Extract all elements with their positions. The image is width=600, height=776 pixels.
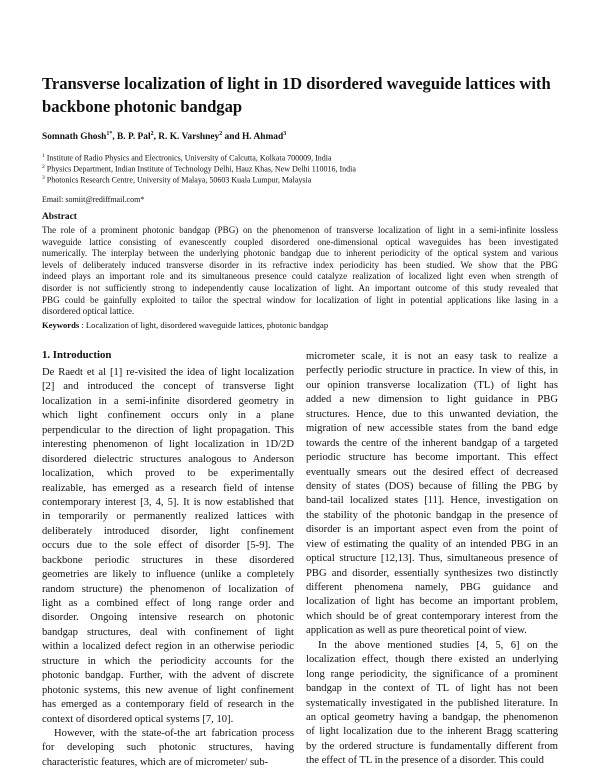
- text-line: waveguide lattice consisting of evanescently coupled disordered one-dimensional optical waveguides has been investigated: [42, 236, 558, 247]
- text-line: random structure) the phenomenon of localization of: [42, 583, 294, 595]
- text-line: periodic structure has become important. This effect: [306, 452, 558, 464]
- affiliation-text: Institute of Radio Physics and Electronics, University of Calcutta, Kolkata 700009, India: [46, 153, 332, 163]
- text-line: photonic systems, this new avenue of light confinement: [42, 684, 294, 696]
- text-line: deliberately introduced disorder, light confinement: [42, 525, 294, 537]
- text-line: has emerged as a contemporary field of research in the: [42, 699, 294, 711]
- text-line: However, with the state-of-the art fabrication process: [54, 727, 294, 739]
- abstract-heading: Abstract: [42, 212, 77, 222]
- text-line: of light localization due to the inherent Bragg scattering: [306, 726, 558, 738]
- text-line: indeed plays an important role and its simultaneous presence could catalyze realization of localized light even when strength of: [42, 271, 558, 282]
- text-line: light as a combined effect of long range order and: [42, 598, 294, 609]
- author-list: [42, 131, 286, 142]
- text-line: structures. Hence, due to this unwanted deviation, the: [306, 408, 558, 420]
- author-affiliation-mark: 3: [283, 131, 287, 137]
- text-line: numerically. The interplay between the underlying photonic bandgap due to inherent periodicity of the optical system and various: [42, 248, 558, 259]
- text-line: localization, which proved to be experimentally: [42, 468, 294, 480]
- text-line: systematically investigated in the published literature. In: [306, 697, 558, 709]
- text-line: towards the centre of the inherent bandgap of a targeted: [306, 437, 558, 449]
- text-line: disorder is not sufficiently strong to independently cause localization of light. An important outcome of this study revealed that: [42, 282, 558, 293]
- affiliation: [42, 153, 332, 163]
- section-heading: 1. Introduction: [42, 349, 112, 361]
- separator: ,: [112, 132, 118, 143]
- text-line: which light confinement occurs only in a plane: [42, 410, 294, 422]
- affiliation: [42, 164, 356, 174]
- text-line: photonic bandgap. Further, with the advent of discrete: [42, 670, 294, 682]
- text-line: backbone periodic structures in these disordered: [42, 554, 294, 566]
- author-affiliation-mark: 1*: [106, 131, 113, 137]
- paper-title: Transverse localization of light in 1D disordered waveguide lattices with backbone photonic bandgap: [42, 74, 551, 116]
- text-line: context of disordered optical systems [7, 10].: [42, 713, 234, 725]
- text-line: an optical geometry having a bandgap, the phenomenon: [306, 711, 558, 723]
- text-line: localization in a semi-infinite disordered geometry in: [42, 395, 294, 407]
- text-line: the effect of TL in the presence of a disorder. This could: [306, 755, 544, 767]
- abstract-body: [42, 225, 558, 318]
- separator: and: [222, 132, 243, 143]
- affiliation-mark: 3: [42, 175, 45, 181]
- text-line: levels of deliberately induced transverse disorder in its refractive index periodicity has been studied. We show that the PBG: [42, 259, 558, 270]
- text-line: different phenomena namely, PBG guidance and: [306, 582, 558, 593]
- text-line: PBG and disorder, essentially synthesizes two distinctly: [306, 567, 558, 579]
- text-line: localization effect, though there existed an underlying: [306, 654, 558, 666]
- text-line: in temporarily or permanently realized lattices with: [42, 511, 294, 523]
- text-line: eventually smears out the desired effect of decreased: [306, 466, 558, 478]
- text-line: characteristic features, which are of micrometer/ sub-: [42, 756, 269, 768]
- author-name: B. P. Pal: [117, 132, 151, 143]
- text-line: geometries are likely to influence (unlike a completely: [42, 569, 294, 581]
- text-line: migration of new accessible states from the band edge: [306, 423, 558, 435]
- author-affiliation-mark: 2: [150, 131, 154, 137]
- text-line: view of estimating the quality of an intended PBG in an: [306, 538, 558, 550]
- text-line: PBG could be gainfully exploited to tailor the spectral window for localization of light in potential applications like lasing in a: [42, 294, 558, 305]
- text-line: within a localized defect region in an otherwise periodic: [42, 641, 294, 653]
- right-column: [306, 350, 558, 769]
- author-name: R. K. Varshney: [158, 132, 220, 143]
- email: Email: somiit@rediffmail.com*: [42, 195, 145, 204]
- text-line: band-tail localized states [11]. Hence, investigation on: [306, 495, 558, 507]
- text-line: added a new dimension to light guidance in PBG: [306, 394, 558, 406]
- author-name: Somnath Ghosh: [42, 132, 107, 143]
- text-line: [2] and introduced the concept of transverse light: [42, 381, 294, 393]
- text-line: bandgap structures, deal with confinement of light: [42, 626, 294, 638]
- text-line: realizable, has emerged as a research field of intense: [42, 482, 294, 494]
- text-line: disordered optical lattice.: [42, 306, 135, 317]
- text-line: long range periodicity, the significance of a prominent: [306, 668, 558, 680]
- text-line: interesting phenomenon of light localization in 1D/2D: [42, 439, 294, 451]
- keywords-label: Keywords: [42, 320, 80, 330]
- text-line: In the above mentioned studies [4, 5, 6] on the: [318, 639, 558, 651]
- text-line: disordered dielectric structures analogous to Anderson: [42, 453, 294, 465]
- text-line: which should be of great contemporary interest from the: [306, 610, 558, 622]
- text-line: perfectly periodic structure in practice. In view of this, in: [306, 365, 558, 377]
- text-line: contemporary interest [3, 4, 5]. It is now established that: [42, 496, 294, 508]
- text-line: optical structure [12,13]. Thus, simultaneous presence of: [306, 553, 558, 565]
- text-line: disorder. Ongoing intensive research on photonic: [42, 612, 294, 624]
- text-line: perpendicular to the direction of light propagation. This: [42, 424, 294, 436]
- text-line: for developing such photonic structures, having: [42, 742, 294, 754]
- affiliation-mark: 1: [42, 153, 45, 159]
- keywords-text: : Localization of light, disordered waveguide lattices, photonic bandgap: [79, 320, 329, 330]
- text-line: our opinion transverse localization (TL) of light has: [306, 379, 558, 391]
- affiliation: [42, 175, 311, 185]
- affiliation-mark: 2: [42, 164, 45, 170]
- text-line: by the ordered structure is fundamentally different from: [306, 740, 558, 752]
- text-line: localization of light has become an important problem,: [306, 596, 558, 608]
- text-line: The role of a prominent photonic bandgap (PBG) on the phenomenon of transverse localization of light in a semi-infinite lossless: [42, 225, 558, 235]
- author-affiliation-mark: 2: [219, 131, 223, 137]
- author-name: H. Ahmad: [242, 132, 284, 143]
- text-line: the stability of the photonic bandgap in the presence of: [306, 509, 558, 521]
- keywords: [42, 320, 328, 330]
- text-line: density of states (DOS) because of filling the PBG by: [306, 480, 558, 492]
- text-line: disorder is an important aspect even from the point of: [306, 524, 558, 536]
- text-line: bandgap in the context of TL of light has not been: [306, 683, 558, 695]
- text-line: micrometer scale, it is not an easy task to realize a: [306, 351, 558, 362]
- affiliation-text: Physics Department, Indian Institute of Technology Delhi, Hauz Khas, New Delhi 110016, India: [46, 164, 356, 174]
- text-line: De Raedt et al [1] re-visited the idea of light localization: [42, 367, 294, 378]
- text-line: occurs due to the sole effect of disorder [5-9]. The: [42, 540, 294, 552]
- separator: ,: [153, 132, 159, 143]
- left-column: [42, 366, 294, 770]
- text-line: application as well as pure theoretical point of view.: [306, 625, 527, 637]
- affiliation-text: Photonics Research Centre, University of Malaya, 50603 Kuala Lumpur, Malaysia: [46, 175, 312, 185]
- text-line: structure in which the periodicity accounts for the: [42, 655, 294, 667]
